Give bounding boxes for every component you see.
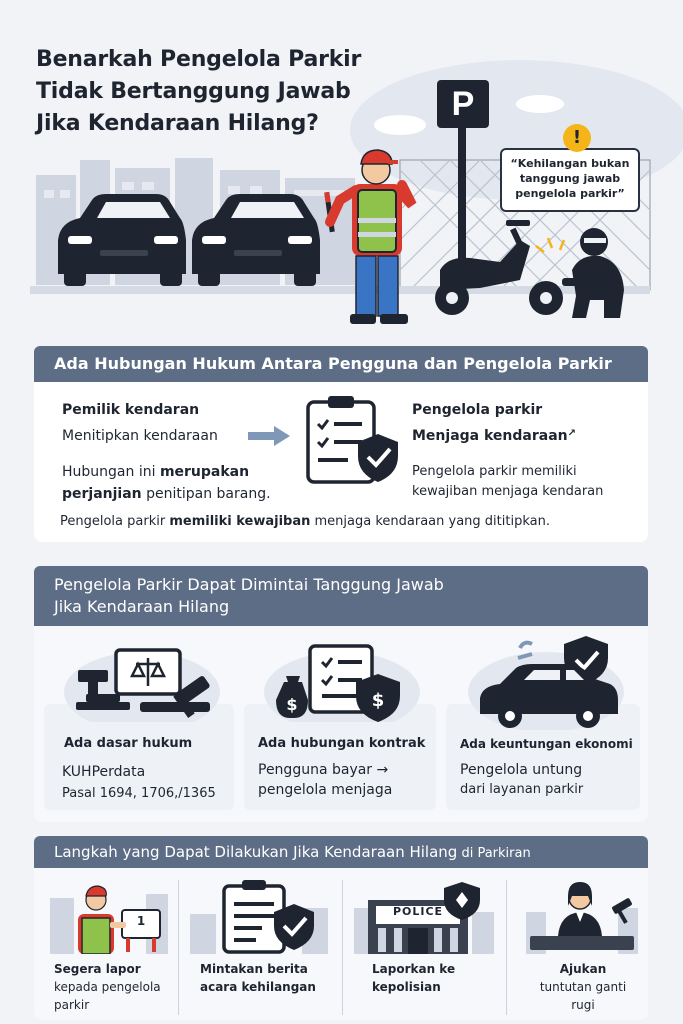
section1-footer: Pengelola parkir memiliki kewajiban menjaga kendaraan yang dititipkan. xyxy=(60,514,550,529)
step-4-line-1: Ajukan xyxy=(559,962,607,976)
duty-line-1: Pengelola parkir memiliki xyxy=(412,464,577,479)
legal-basis-line-2: Pasal 1694, 1706,/1365 xyxy=(62,786,216,801)
title-line-2: Tidak Bertanggung Jawab xyxy=(36,79,351,104)
contract-title: Ada hubungan kontrak xyxy=(258,736,426,751)
title-line-3: Jika Kendaraan Hilang? xyxy=(36,111,319,136)
step-1-line-3: parkir xyxy=(54,998,90,1012)
economic-line-2: dari layanan parkir xyxy=(460,782,584,797)
page-title xyxy=(36,44,416,140)
arrow-right-icon xyxy=(246,424,292,448)
gavel-justice-icon xyxy=(62,638,222,722)
economic-title: Ada keuntungan ekonomi xyxy=(460,737,633,751)
section2-heading-line-2: Jika Kendaraan Hilang xyxy=(54,597,230,616)
contract-line-1: Pengguna bayar → xyxy=(258,762,389,778)
contract-money-icon xyxy=(262,638,422,722)
step-4-line-2: tuntutan ganti xyxy=(539,980,627,994)
warning-icon: ! xyxy=(563,124,591,152)
quote-line-3: pengelola parkir” xyxy=(515,187,625,200)
report-document-icon xyxy=(190,878,330,954)
section2-heading-line-1: Pengelola Parkir Dapat Dimintai Tanggung Jawab xyxy=(54,575,444,594)
section2-header xyxy=(34,566,648,626)
quote-line-2: tanggung jawab xyxy=(519,172,621,185)
contract-line-2: pengelola menjaga xyxy=(258,782,393,798)
step-2-line-1: Mintakan berita xyxy=(200,962,308,976)
manager-title: Pengelola parkir xyxy=(412,402,543,418)
step-divider xyxy=(506,880,507,1015)
step-3-line-1: Laporkan ke xyxy=(372,962,456,976)
quote-bubble xyxy=(500,148,640,212)
step-divider xyxy=(342,880,343,1015)
manager-action: Menjaga kendaraan↗ xyxy=(412,428,577,444)
quote-line-1: “Kehilangan bukan xyxy=(510,157,630,170)
economic-line-1: Pengelola untung xyxy=(460,762,583,778)
car-shield-icon xyxy=(466,630,626,730)
step-3-line-2: kepolisian xyxy=(372,980,441,994)
svg-text:$: $ xyxy=(286,695,298,714)
section3-header: Langkah yang Dapat Dilakukan Jika Kendaraan Hilang di Parkiran xyxy=(34,836,648,868)
svg-text:$: $ xyxy=(371,690,385,711)
step-4-line-3: rugi xyxy=(571,998,595,1012)
checklist-shield-icon xyxy=(300,394,404,484)
step-divider xyxy=(178,880,179,1015)
parking-sign-letter: P xyxy=(451,85,475,123)
relation-line-1: Hubungan ini merupakan xyxy=(62,464,250,480)
owner-title: Pemilik kendaran xyxy=(62,402,200,418)
step-1-line-2: kepada pengelola xyxy=(54,980,161,994)
section1-header xyxy=(34,346,648,382)
legal-basis-line-1: KUHPerdata xyxy=(62,764,146,780)
owner-action: Menitipkan kendaraan xyxy=(62,428,218,444)
step-1-line-1: Segera lapor xyxy=(54,962,141,976)
section1-heading: Ada Hubungan Hukum Antara Pengguna dan Pengelola Parkir xyxy=(54,354,612,373)
section3-heading: Langkah yang Dapat Dilakukan Jika Kendaraan Hilang xyxy=(54,843,458,861)
duty-line-2: kewajiban menjaga kendaran xyxy=(412,484,604,499)
legal-basis-title: Ada dasar hukum xyxy=(64,736,193,751)
police-sign: POLICE xyxy=(392,905,444,918)
ticket-number: 1 xyxy=(136,914,146,928)
step-2-line-2: acara kehilangan xyxy=(200,980,316,994)
title-line-1: Benarkah Pengelola Parkir xyxy=(36,47,362,72)
lawyer-icon xyxy=(522,878,642,954)
relation-line-2: perjanjian penitipan barang. xyxy=(62,486,271,502)
